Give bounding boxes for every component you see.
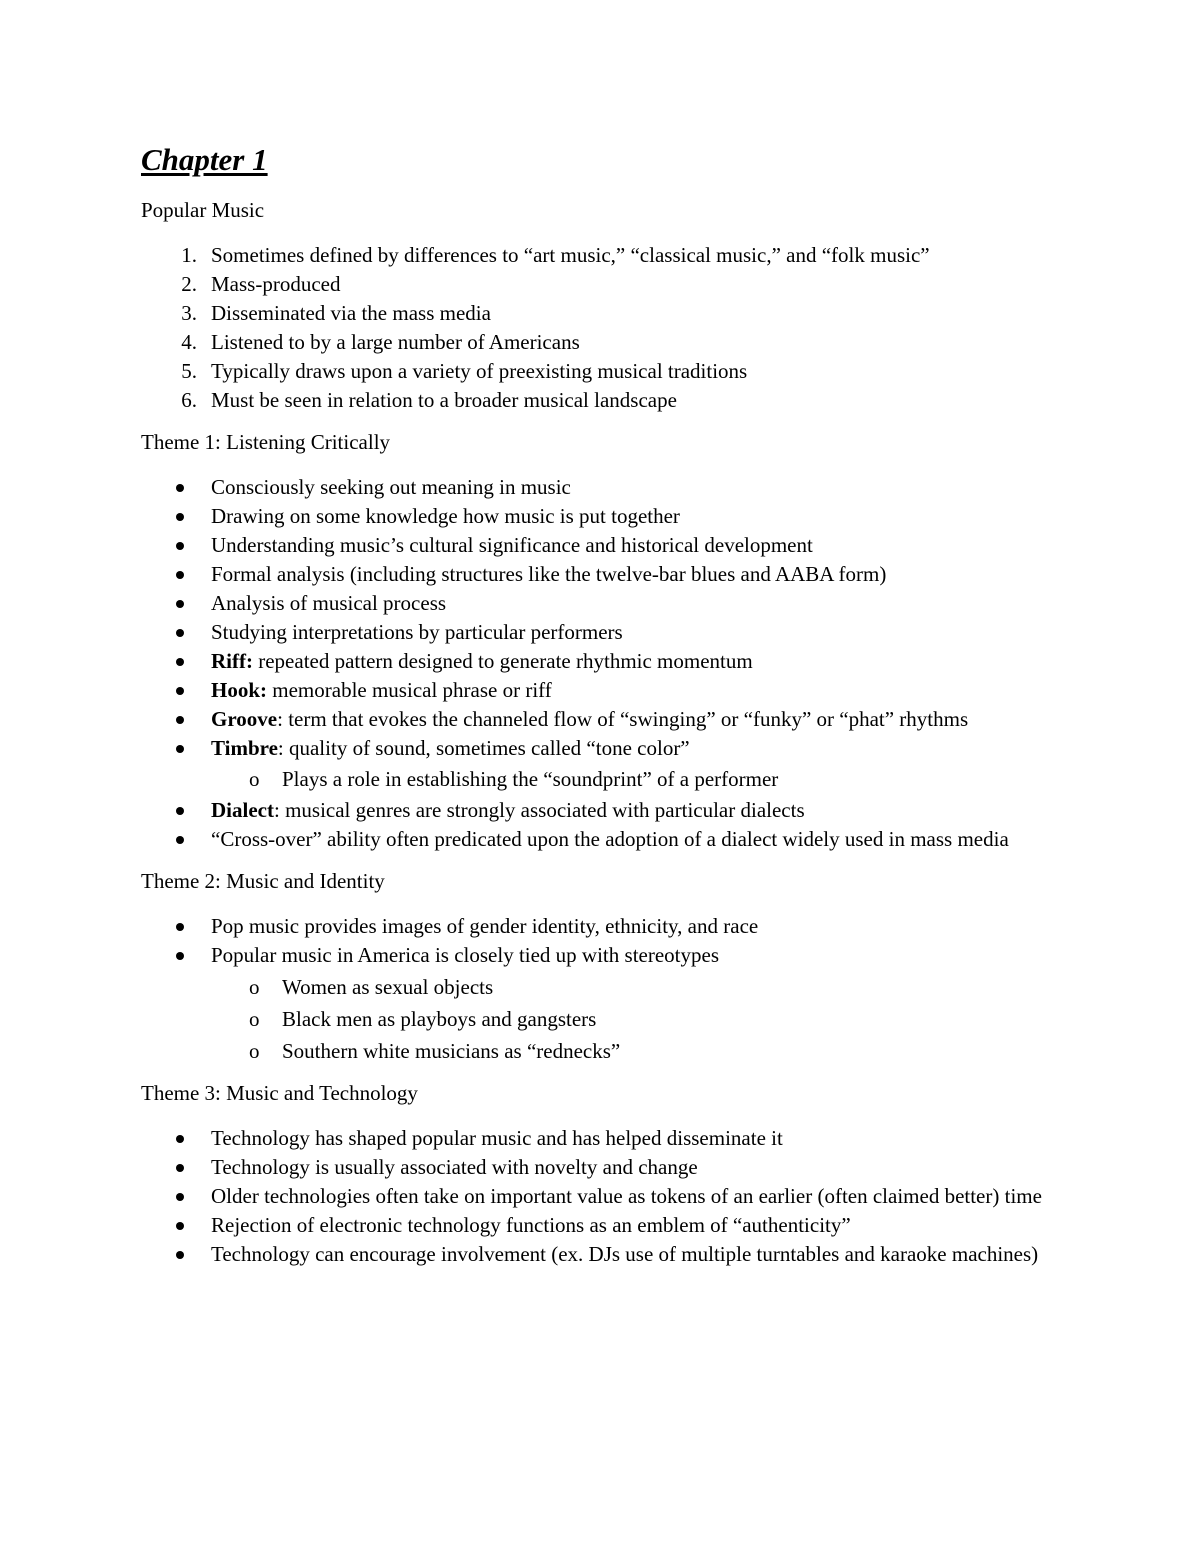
bullet-icon [176,513,184,521]
list-item-timbre [141,734,1061,763]
sub-list-item [141,1037,1061,1066]
list-item-text: Disseminated via the mass media [211,301,491,325]
list-item [141,1124,1061,1153]
list-item [141,825,1061,854]
bullet-icon [176,1193,184,1201]
bullet-icon [176,542,184,550]
list-item [141,941,1061,970]
list-item-text: Drawing on some knowledge how music is put together [211,504,680,528]
list-item-text: Formal analysis (including structures like the twelve-bar blues and AABA form) [211,562,887,586]
bullet-icon [176,658,184,666]
sub-list-item [141,765,1061,794]
bullet-icon [176,687,184,695]
list-item-text: Consciously seeking out meaning in music [211,475,571,499]
definition-dialect: : musical genres are strongly associated with particular dialects [273,798,805,822]
list-item [141,386,1061,415]
list-item [141,560,1061,589]
sub-list-item-text: Black men as playboys and gangsters [282,1007,597,1031]
list-item-text: Must be seen in relation to a broader musical landscape [211,388,677,412]
sub-bullet-icon: o [249,1007,260,1031]
sub-list-item-text: Women as sexual objects [282,975,494,999]
theme-3-list [141,1124,1061,1269]
list-item-riff [141,647,1061,676]
theme-2-list [141,912,1061,970]
list-item-text: Sometimes defined by differences to “art music,” “classical music,” and “folk music” [211,243,930,267]
list-item [141,357,1061,386]
sub-bullet-icon: o [249,1039,260,1063]
list-item-text: Typically draws upon a variety of preexisting musical traditions [211,359,748,383]
bullet-icon [176,1135,184,1143]
list-item [141,1153,1061,1182]
list-number: 4. [181,330,197,354]
term-hook: Hook: [211,678,268,702]
bullet-icon [176,629,184,637]
list-item [141,502,1061,531]
theme-2-heading: Theme 2: Music and Identity [141,869,385,893]
list-item-text: Listened to by a large number of Americans [211,330,580,354]
document-page [141,140,1061,1269]
theme-1-list [141,473,1061,763]
list-number: 6. [181,388,197,412]
list-item-text: “Cross-over” ability often predicated upon the adoption of a dialect widely used in mass media [211,827,1009,851]
bullet-icon [176,600,184,608]
stereotypes-sublist [141,973,1061,1066]
list-item [141,473,1061,502]
list-item-text: Mass-produced [211,272,341,296]
list-item [141,328,1061,357]
list-number: 5. [181,359,197,383]
bullet-icon [176,484,184,492]
list-item-text: Studying interpretations by particular performers [211,620,623,644]
list-item [141,1211,1061,1240]
sub-list-item [141,973,1061,1002]
sub-list-item [141,1005,1061,1034]
list-item [141,241,1061,270]
list-item-dialect [141,796,1061,825]
bullet-icon [176,807,184,815]
bullet-icon [176,923,184,931]
list-item-groove [141,705,1061,734]
list-item [141,1240,1061,1269]
bullet-icon [176,571,184,579]
list-item [141,299,1061,328]
sub-bullet-icon: o [249,975,260,999]
list-item [141,912,1061,941]
bullet-icon [176,952,184,960]
bullet-icon [176,1222,184,1230]
list-item [141,1182,1061,1211]
list-item [141,270,1061,299]
list-item-text: Analysis of musical process [211,591,447,615]
list-number: 3. [181,301,197,325]
bullet-icon [176,836,184,844]
bullet-icon [176,745,184,753]
definition-hook: memorable musical phrase or riff [267,678,552,702]
list-item-text: Technology can encourage involvement (ex. DJs use of multiple turntables and karaoke machines) [211,1242,1039,1266]
bullet-icon [176,1164,184,1172]
list-item-text: Technology has shaped popular music and has helped disseminate it [211,1126,783,1150]
definition-riff: repeated pattern designed to generate rhythmic momentum [252,649,753,673]
sub-list-item-text: Plays a role in establishing the “soundprint” of a performer [282,767,779,791]
term-timbre: Timbre [211,736,278,760]
term-riff: Riff: [211,649,253,673]
theme-3-heading: Theme 3: Music and Technology [141,1081,418,1105]
theme-1-heading: Theme 1: Listening Critically [141,430,391,454]
list-number: 1. [181,243,197,267]
bullet-icon [176,1251,184,1259]
definition-timbre: : quality of sound, sometimes called “tone color” [277,736,690,760]
list-item-text: Understanding music’s cultural significance and historical development [211,533,813,557]
definition-groove: : term that evokes the channeled flow of “swinging” or “funky” or “phat” rhythms [277,707,969,731]
term-groove: Groove [211,707,278,731]
list-item-hook [141,676,1061,705]
sub-bullet-icon: o [249,767,260,791]
popular-music-heading: Popular Music [141,198,265,222]
bullet-icon [176,716,184,724]
list-item [141,531,1061,560]
list-item [141,618,1061,647]
list-number: 2. [181,272,197,296]
list-item-text: Rejection of electronic technology functions as an emblem of “authenticity” [211,1213,851,1237]
timbre-sublist [141,765,1061,794]
list-item-text: Pop music provides images of gender identity, ethnicity, and race [211,914,759,938]
list-item-text: Popular music in America is closely tied up with stereotypes [211,943,719,967]
list-item-text: Technology is usually associated with novelty and change [211,1155,698,1179]
theme-1-list-continued [141,796,1061,854]
sub-list-item-text: Southern white musicians as “rednecks” [282,1039,621,1063]
chapter-title: Chapter 1 [141,142,268,177]
list-item-text: Older technologies often take on important value as tokens of an earlier (often claimed better) time [211,1184,1042,1208]
popular-music-list [141,241,1061,415]
list-item [141,589,1061,618]
term-dialect: Dialect [211,798,274,822]
